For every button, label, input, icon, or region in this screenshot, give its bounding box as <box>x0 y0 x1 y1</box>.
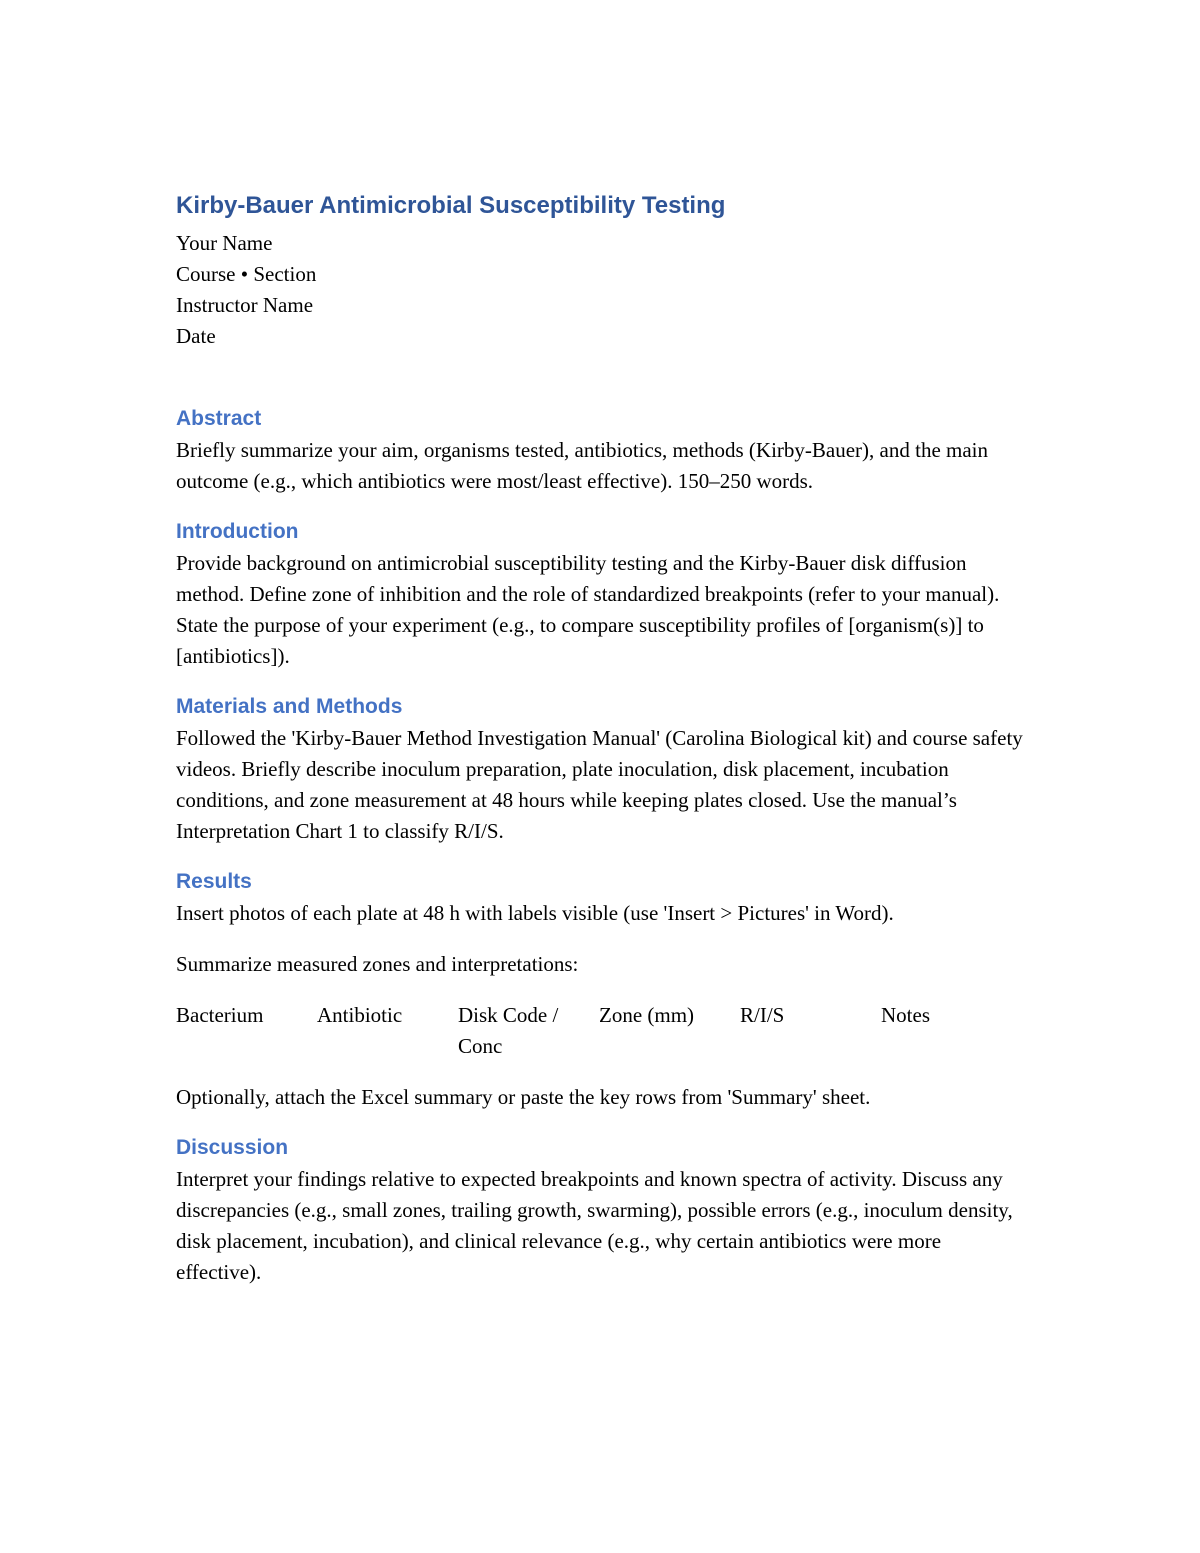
section-heading: Abstract <box>176 407 262 430</box>
results-table-header <box>176 1000 1026 1062</box>
section-heading: Materials and Methods <box>176 695 403 718</box>
date: Date <box>176 324 216 348</box>
table-header-cell: R/I/S <box>740 1003 785 1027</box>
section-methods <box>176 691 1026 847</box>
table-header-cell: Zone (mm) <box>599 1003 695 1027</box>
paragraph: Insert photos of each plate at 48 h with labels visible (use 'Insert > Pictures' in Word). <box>176 901 894 925</box>
course-section: Course • Section <box>176 262 317 286</box>
section-results <box>176 866 1026 1113</box>
paragraph: Optionally, attach the Excel summary or paste the key rows from 'Summary' sheet. <box>176 1085 871 1109</box>
paragraph: Provide background on antimicrobial susceptibility testing and the Kirby-Bauer disk diffusion method. Define zone of inhibition and the role of standardized breakpoints (refer to your manual). State the purpose of your experiment (e.g., to compare susceptibility profiles of [organism(s)] to [antibiotics]). <box>176 551 1000 668</box>
section-heading: Discussion <box>176 1136 289 1159</box>
document-page <box>176 188 1026 1288</box>
paragraph: Briefly summarize your aim, organisms tested, antibiotics, methods (Kirby-Bauer), and the main outcome (e.g., which antibiotics were most/least effective). 150–250 words. <box>176 438 989 493</box>
instructor-name: Instructor Name <box>176 293 314 317</box>
section-heading: Introduction <box>176 520 299 543</box>
table-header-cell: Disk Code / Conc <box>458 1003 559 1058</box>
section-abstract <box>176 403 1026 497</box>
section-introduction <box>176 516 1026 672</box>
author-name: Your Name <box>176 231 273 255</box>
author-block <box>176 228 1026 352</box>
paragraph: Followed the 'Kirby-Bauer Method Investigation Manual' (Carolina Biological kit) and course safety videos. Briefly describe inoculum preparation, plate inoculation, disk placement, incubation conditions, and zone measurement at 48 hours while keeping plates closed. Use the manual’s Interpretation Chart 1 to classify R/I/S. <box>176 726 1023 843</box>
table-header-cell: Bacterium <box>176 1003 264 1027</box>
section-heading: Results <box>176 870 252 893</box>
paragraph: Interpret your findings relative to expected breakpoints and known spectra of activity. Discuss any discrepancies (e.g., small zones, trailing growth, swarming), possible errors (e.g., inoculum density, disk placement, incubation), and clinical relevance (e.g., why certain antibiotics were more effective). <box>176 1167 1013 1284</box>
document-title: Kirby-Bauer Antimicrobial Susceptibility Testing <box>176 192 726 219</box>
table-header-cell: Antibiotic <box>317 1003 403 1027</box>
section-discussion <box>176 1132 1026 1288</box>
paragraph: Summarize measured zones and interpretations: <box>176 952 579 976</box>
table-header-cell: Notes <box>881 1003 930 1027</box>
